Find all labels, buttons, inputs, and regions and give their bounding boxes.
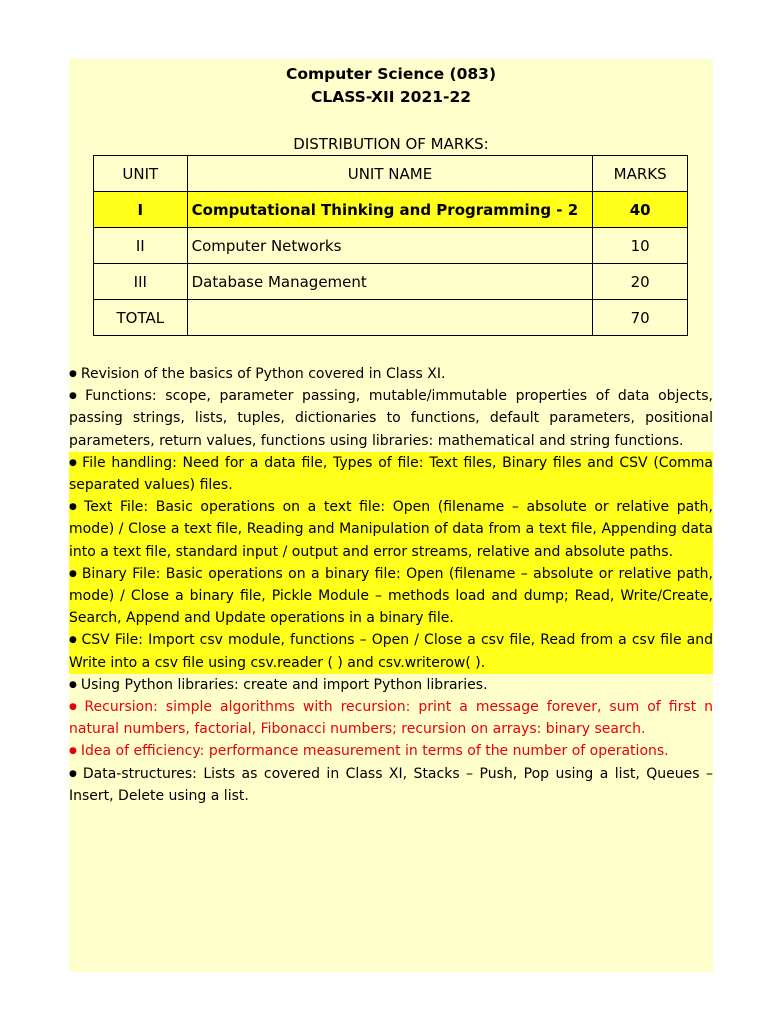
list-item-highlighted (69, 563, 713, 630)
list-item (69, 385, 713, 452)
header-marks: MARKS (593, 156, 688, 192)
unit-cell: III (94, 264, 188, 300)
table-header-row (94, 156, 688, 192)
item-text: Binary File: Basic operations on a binary file: Open (filename – absolute or relative path, mode) / Close a binary file, Pickle Module – methods load and dump; Read, Write/Create, Search, Append and Update operations in a binary file. (69, 565, 713, 627)
unit-cell: II (94, 228, 188, 264)
item-text: Recursion: simple algorithms with recursion: print a message forever, sum of first n natural numbers, factorial, Fibonacci numbers; recursion on arrays: binary search. (69, 699, 713, 738)
marks-cell: 40 (593, 192, 688, 228)
list-item-highlighted (69, 452, 713, 496)
list-item-highlighted (69, 496, 713, 563)
table-row (94, 264, 688, 300)
unit-name-cell: Database Management (187, 264, 593, 300)
bullet-icon: ● (69, 635, 78, 646)
list-item-red (69, 696, 713, 740)
class-title: CLASS-XII 2021-22 (310, 88, 472, 106)
list-item (69, 763, 713, 807)
bullet-icon: ● (69, 568, 78, 579)
course-title: Computer Science (083) (285, 65, 497, 83)
table-total-row (94, 300, 688, 336)
item-text: File handling: Need for a data file, Types of file: Text files, Binary files and CSV (Comma separated values) files. (69, 454, 713, 494)
header-unit-name: UNIT NAME (187, 156, 593, 192)
bullet-icon: ● (69, 702, 81, 713)
item-text: Functions: scope, parameter passing, mutable/immutable properties of data objects, passing strings, lists, tuples, dictionaries to functions, default parameters, positional parameters, return values, functions using libraries: mathematical and string functions. (69, 388, 713, 449)
unit-cell: I (94, 192, 188, 228)
marks-cell: 20 (593, 264, 688, 300)
bullet-icon: ● (69, 679, 77, 690)
list-item-highlighted (69, 629, 713, 673)
marks-table (93, 155, 688, 336)
item-text: Revision of the basics of Python covered in Class XI. (80, 366, 446, 382)
header-unit: UNIT (94, 156, 188, 192)
bullet-icon: ● (69, 768, 79, 779)
unit-cell: TOTAL (94, 300, 188, 336)
item-text: Text File: Basic operations on a text file: Open (filename – absolute or relative path, mode) / Close a text file, Reading and Manipulation of data from a text file, Appending data into a text file, standard input / output and error streams, relative and absolute paths. (69, 499, 713, 560)
item-text: CSV File: Import csv module, functions – Open / Close a csv file, Read from a csv file and Write into a csv file using csv.reader ( ) and csv.writerow( ). (69, 632, 713, 671)
marks-cell: 70 (593, 300, 688, 336)
item-text: Data-structures: Lists as covered in Class XI, Stacks – Push, Pop using a list, Queues – Insert, Delete using a list. (69, 765, 713, 804)
bullet-icon: ● (69, 746, 77, 757)
bullet-icon: ● (69, 502, 81, 513)
marks-cell: 10 (593, 228, 688, 264)
item-text: Idea of efficiency: performance measurement in terms of the number of operations. (80, 743, 669, 760)
table-row (94, 192, 688, 228)
table-row (94, 228, 688, 264)
unit-name-cell (187, 300, 593, 336)
unit-name-cell: Computational Thinking and Programming - 2 (187, 192, 593, 228)
bullet-icon: ● (69, 457, 79, 468)
bullet-icon: ● (69, 369, 77, 379)
list-item (69, 674, 713, 696)
distribution-heading: DISTRIBUTION OF MARKS: (293, 135, 489, 153)
item-text: Using Python libraries: create and import Python libraries. (80, 676, 488, 693)
bullet-icon: ● (69, 391, 82, 402)
list-item-red (69, 740, 713, 762)
document-page (69, 59, 713, 972)
list-item (69, 363, 713, 385)
unit-name-cell: Computer Networks (187, 228, 593, 264)
syllabus-list (69, 363, 713, 807)
